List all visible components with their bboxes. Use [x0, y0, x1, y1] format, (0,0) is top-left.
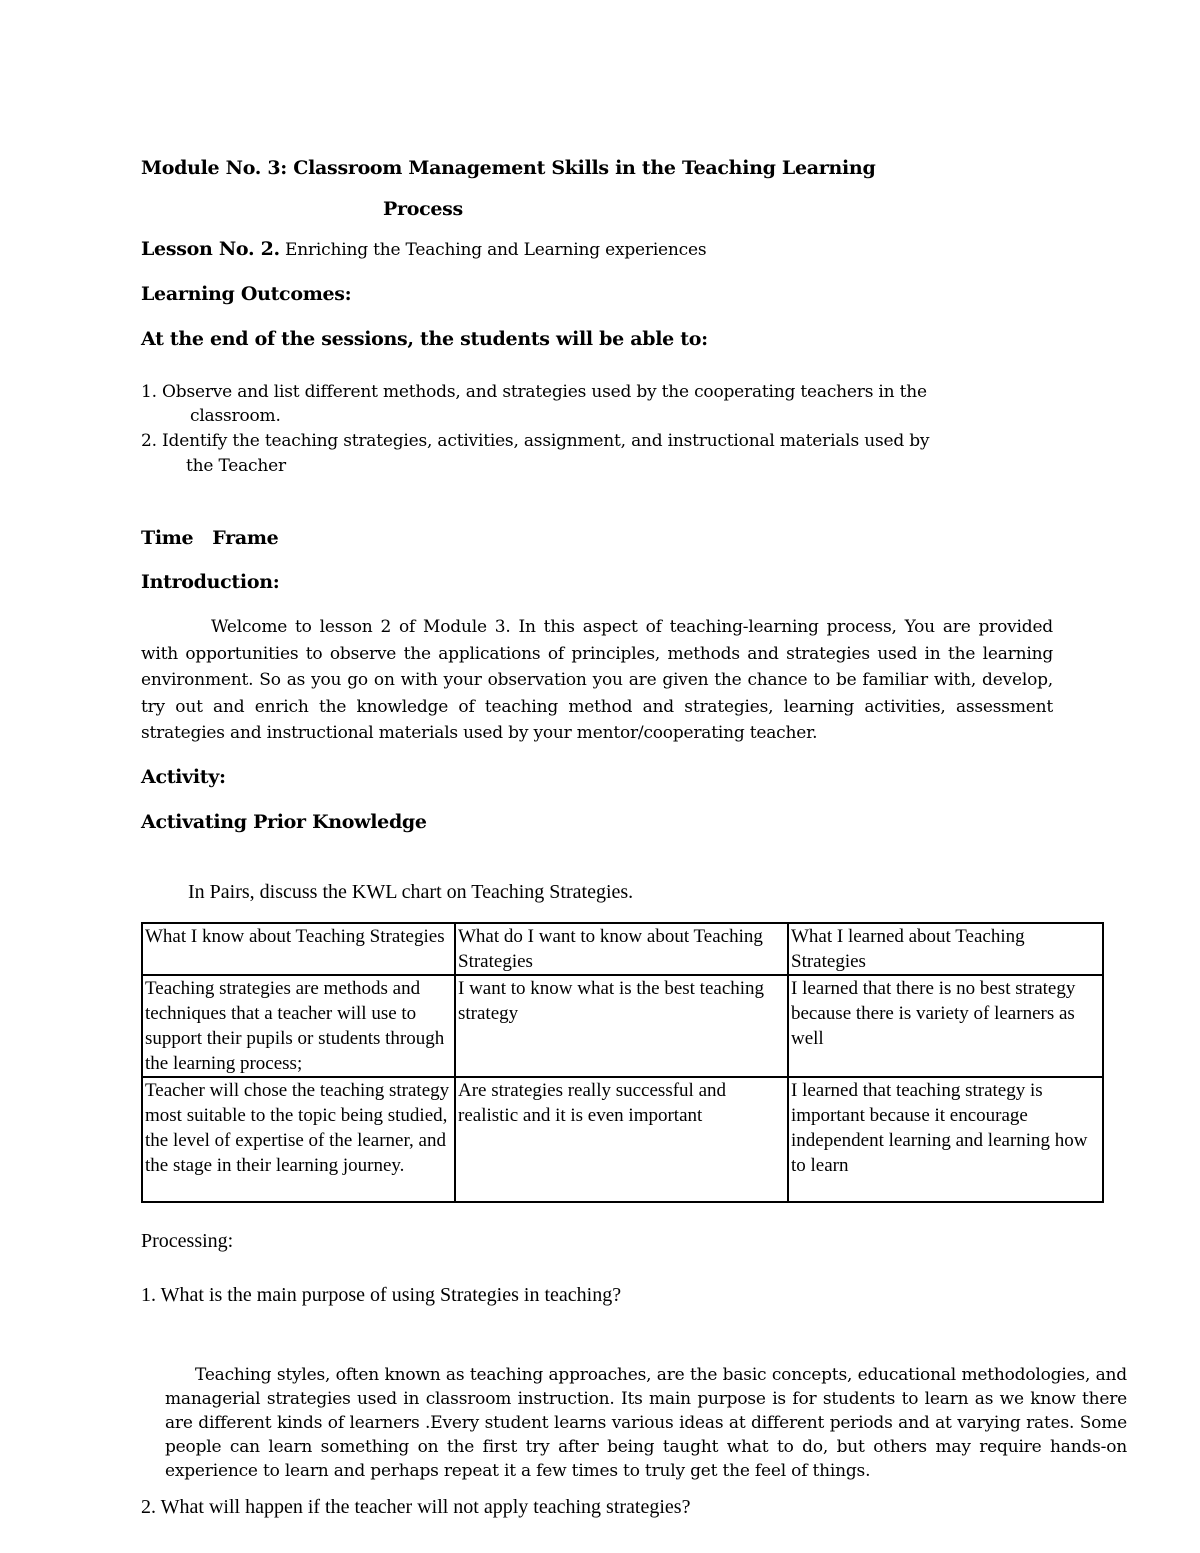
- table-cell: I learned that teaching strategy is important because it encourage independent learning and learning how to learn: [788, 1077, 1103, 1202]
- table-header-want: What do I want to know about Teaching Strategies: [455, 923, 788, 975]
- module-title: Module No. 3: Classroom Management Skills in the Teaching Learning: [141, 157, 876, 179]
- pairs-instruction: In Pairs, discuss the KWL chart on Teaching Strategies.: [188, 881, 634, 903]
- outcome-1-line2: classroom.: [190, 406, 281, 426]
- time-frame-heading: Time Frame: [141, 527, 279, 549]
- introduction-heading: Introduction:: [141, 571, 280, 593]
- processing-heading: Processing:: [141, 1230, 234, 1252]
- table-cell: I learned that there is no best strategy because there is variety of learners as well: [788, 975, 1103, 1077]
- table-cell: Teaching strategies are methods and techniques that a teacher will use to support their pupils or students through the learning process;: [142, 975, 455, 1077]
- table-header-row: [142, 923, 1103, 975]
- table-cell: Teacher will chose the teaching strategy most suitable to the topic being studied, the level of expertise of the learner, and the stage in their learning journey.: [142, 1077, 455, 1202]
- module-title-continued: Process: [383, 198, 463, 220]
- lesson-line: [141, 238, 706, 260]
- outcomes-intro: At the end of the sessions, the students will be able to:: [141, 328, 708, 350]
- table-row: [142, 1077, 1103, 1202]
- activating-prior-knowledge-heading: Activating Prior Knowledge: [141, 811, 427, 833]
- question-1: 1. What is the main purpose of using Strategies in teaching?: [141, 1284, 622, 1306]
- table-cell: I want to know what is the best teaching strategy: [455, 975, 788, 1077]
- table-cell: Are strategies really successful and realistic and it is even important: [455, 1077, 788, 1202]
- table-row: [142, 975, 1103, 1077]
- introduction-paragraph: Welcome to lesson 2 of Module 3. In this aspect of teaching-learning process, You are provided with opportunities to observe the applications of principles, methods and strategies used in the learning environment. So as you go on with your observation you are given the chance to be familiar with, develop, try out and enrich the knowledge of teaching method and strategies, learning activities, assessment strategies and instructional materials used by your mentor/cooperating teacher.: [141, 617, 1053, 743]
- question-2: 2. What will happen if the teacher will not apply teaching strategies?: [141, 1496, 691, 1518]
- lesson-label: Lesson No. 2.: [141, 238, 280, 260]
- outcome-2-line1: 2. Identify the teaching strategies, activities, assignment, and instructional materials used by: [141, 431, 930, 451]
- activity-heading: Activity:: [141, 766, 226, 788]
- lesson-title: Enriching the Teaching and Learning experiences: [279, 240, 707, 260]
- learning-outcomes-heading: Learning Outcomes:: [141, 283, 352, 305]
- kwl-table: [141, 922, 1104, 1203]
- table-header-know: What I know about Teaching Strategies: [142, 923, 455, 975]
- answer-1-paragraph: Teaching styles, often known as teaching approaches, are the basic concepts, educational methodologies, and managerial strategies used in classroom instruction. Its main purpose is for students to learn as we know there are different kinds of learners .Every student learns various ideas at different periods and at varying rates. Some people can learn something on the first try after being taught what to do, but others may require hands-on experience to learn and perhaps repeat it a few times to truly get the feel of things.: [165, 1365, 1127, 1481]
- outcome-1-line1: 1. Observe and list different methods, and strategies used by the cooperating teachers in the: [141, 382, 927, 402]
- table-header-learned: What I learned about Teaching Strategies: [788, 923, 1103, 975]
- outcome-2-line2: the Teacher: [186, 456, 286, 476]
